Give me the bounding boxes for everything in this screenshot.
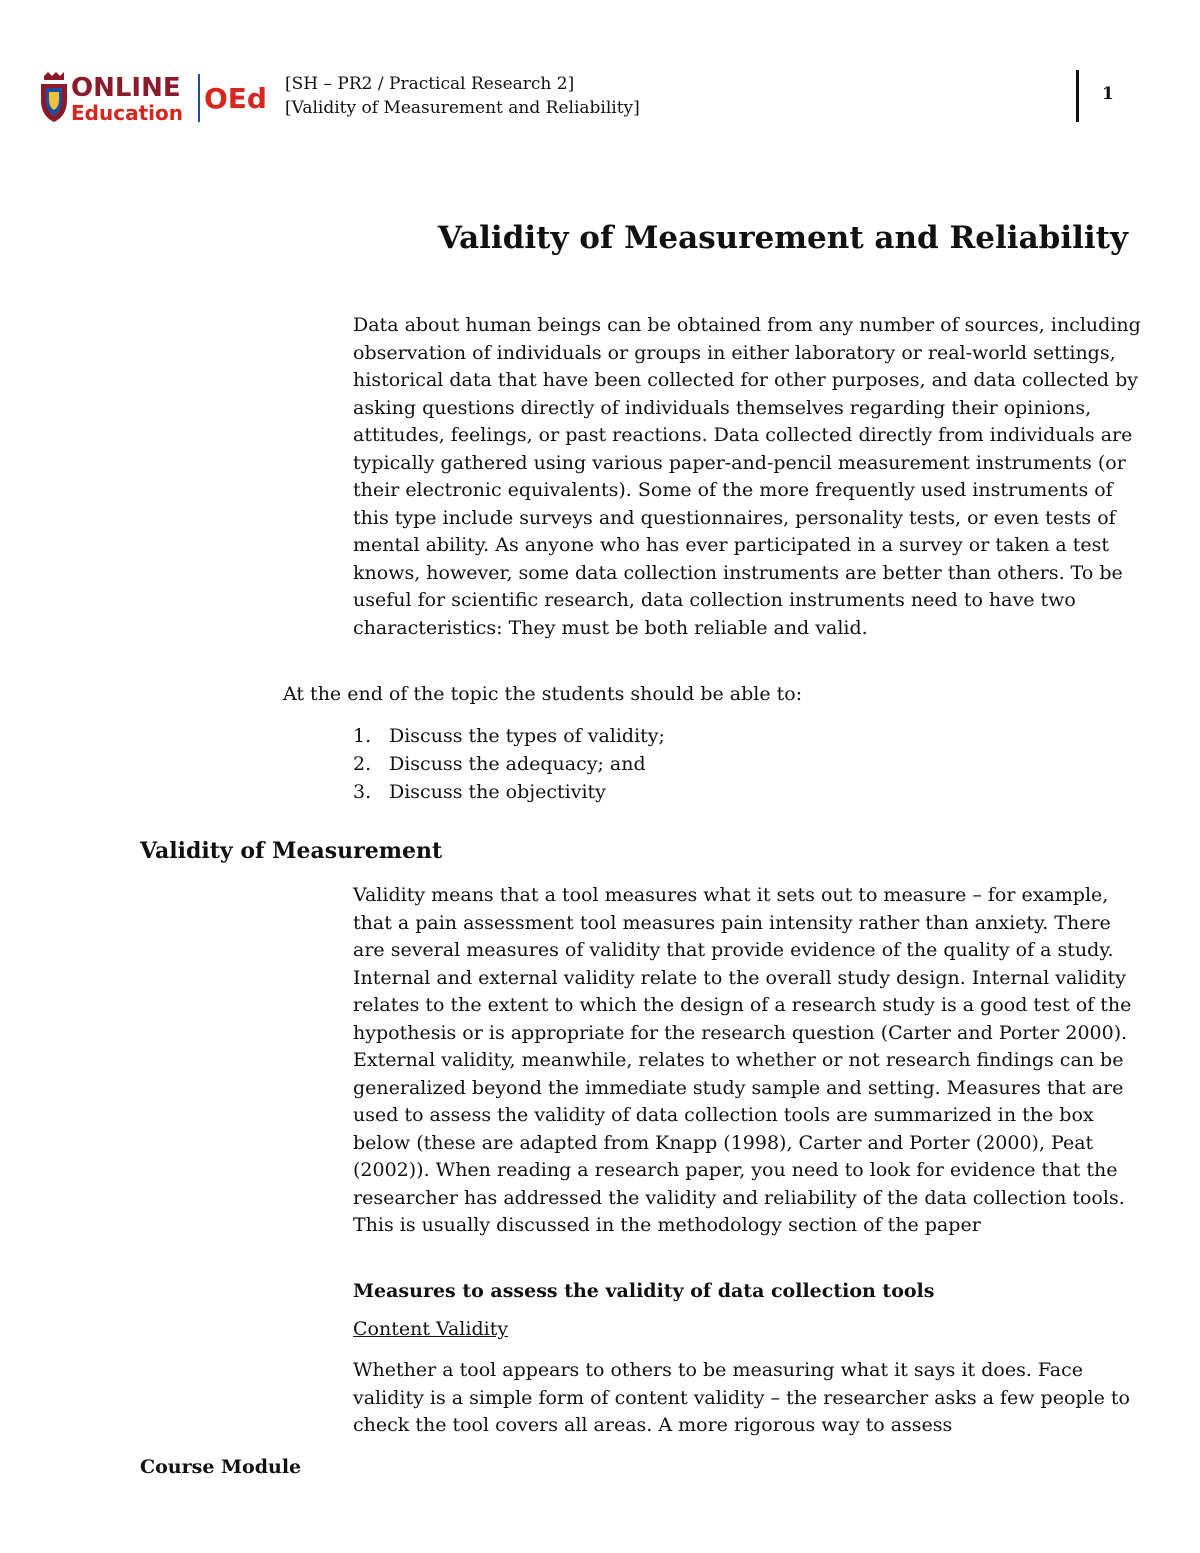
list-item-text: Discuss the adequacy; and xyxy=(389,753,646,775)
content-validity-paragraph: Whether a tool appears to others to be measuring what it says it does. Face validity is a simple form of content validity – the researcher asks a few people to check the tool covers all areas. A more rigorous way to assess xyxy=(353,1359,1130,1436)
validity-paragraph: Validity means that a tool measures what it sets out to measure – for example, that a pain assessment tool measures pain intensity rather than anxiety. There are several measures of validity that provide evidence of the quality of a study. Internal and external validity relate to the overall study design. Internal validity relates to the extent to which the design of a research study is a good test of the hypothesis or is appropriate for the research question (Carter and Porter 2000). External validity, meanwhile, relates to whether or not research findings can be generalized beyond the immediate study sample and setting. Measures that are used to assess the validity of data collection tools are summarized in the box below (these are adapted from Knapp (1998), Carter and Porter (2000), Peat (2002)). When reading a research paper, you need to look for evidence that the researcher has addressed the validity and reliability of the data collection tools. This is usually discussed in the methodology section of the paper xyxy=(353,884,1132,1236)
header-topic: [Validity of Measurement and Reliability] xyxy=(285,98,640,118)
page-number: 1 xyxy=(1102,84,1114,104)
logo-mark: OEd xyxy=(204,82,267,115)
measures-heading: Measures to assess the validity of data collection tools xyxy=(353,1280,935,1302)
crown-icon xyxy=(44,72,64,80)
list-item-number: 2. xyxy=(353,753,372,775)
list-item-number: 1. xyxy=(353,725,372,747)
list-item xyxy=(353,750,665,778)
logo-graphic xyxy=(38,70,273,126)
logo-brand-top: ONLINE xyxy=(71,73,181,103)
section-heading: Validity of Measurement xyxy=(140,838,443,864)
header-course-code: [SH – PR2 / Practical Research 2] xyxy=(285,74,575,94)
document-title: Validity of Measurement and Reliability xyxy=(437,220,1128,256)
intro-paragraph: Data about human beings can be obtained from any number of sources, including observation of individuals or groups in either laboratory or real-world settings, historical data that have been collected for other purposes, and data collected by asking questions directly of individuals themselves regarding their opinions, attitudes, feelings, or past reactions. Data collected directly from individuals are typically gathered using various paper-and-pencil measurement instruments (or their electronic equivalents). Some of the more frequently used instruments of this type include surveys and questionnaires, personality tests, or even tests of mental ability. As anyone who has ever participated in a survey or taken a test knows, however, some data collection instruments are better than others. To be useful for scientific research, data collection instruments need to have two characteristics: They must be both reliable and valid. xyxy=(353,314,1141,639)
objectives-list xyxy=(353,722,665,806)
footer-course-module: Course Module xyxy=(140,1456,302,1478)
list-item xyxy=(353,722,665,750)
content-validity-heading: Content Validity xyxy=(353,1318,509,1340)
objectives-lead: At the end of the topic the students should be able to: xyxy=(283,683,803,705)
list-item-number: 3. xyxy=(353,781,372,803)
logo-brand-bottom: Education xyxy=(71,101,183,125)
list-item xyxy=(353,778,665,806)
online-education-logo xyxy=(38,70,273,126)
list-item-text: Discuss the types of validity; xyxy=(389,725,665,747)
header-divider xyxy=(1076,70,1079,122)
list-item-text: Discuss the objectivity xyxy=(389,781,606,803)
